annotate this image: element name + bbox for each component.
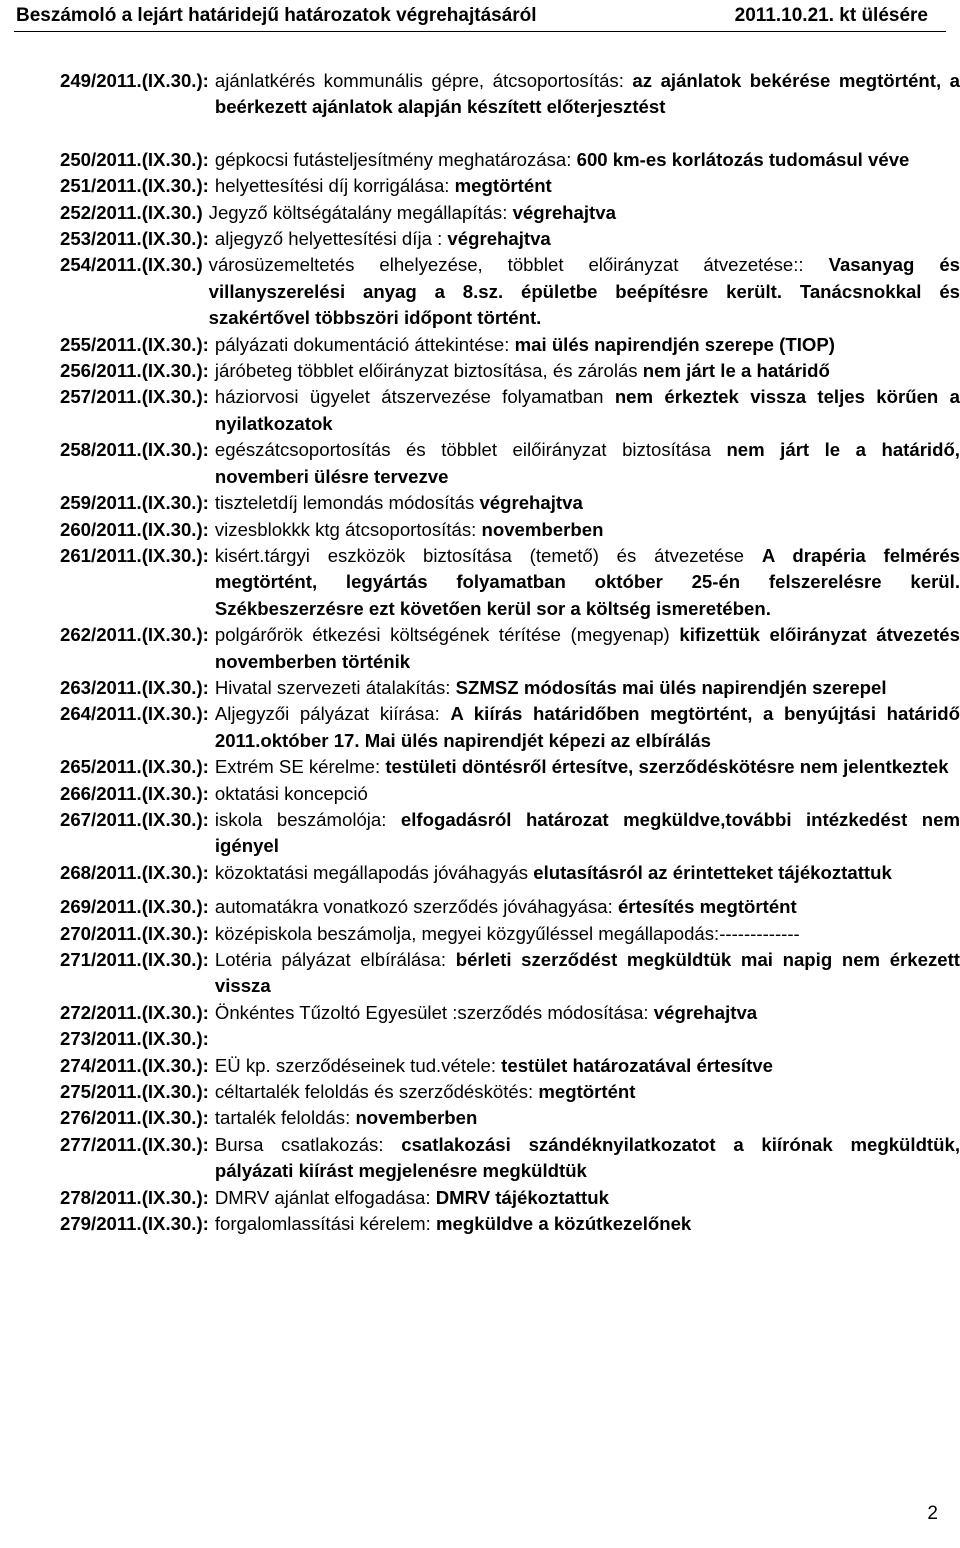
resolution-text [209, 147, 960, 173]
page-number: 2 [927, 1503, 938, 1524]
resolution-entry [60, 543, 960, 622]
resolution-number: 250/2011.(IX.30.): [60, 148, 209, 170]
resolution-description: automatákra vonatkozó szerződés jóváhagyása: [214, 896, 613, 918]
resolution-number: 277/2011.(IX.30.): [60, 1133, 209, 1155]
page-header [16, 4, 944, 28]
resolution-entry [60, 1132, 960, 1185]
resolution-number: 279/2011.(IX.30.): [60, 1213, 209, 1235]
resolution-text [209, 437, 960, 490]
resolution-description: tartalék feloldás: [214, 1107, 351, 1129]
resolution-description: Aljegyzői pályázat kiírása: [214, 703, 440, 725]
resolution-text [209, 384, 960, 437]
resolution-status: A kiírás határidőben megtörtént, a benyújtási határidő 2011.október 17. Mai ülés napirendjét képezi az elbírálás [214, 703, 960, 751]
resolution-entry [60, 675, 960, 701]
resolution-entry [60, 781, 960, 807]
resolution-status: A drapéria felmérés megtörtént, legyártás folyamatban október 25-én felszerelésre kerül. Székbeszerzésre ezt követően kerül sor a költség ismeretében. [214, 544, 960, 619]
resolution-status: testület határozatával értesítve [501, 1054, 773, 1076]
resolution-text [209, 68, 960, 121]
resolution-entry [60, 1026, 960, 1052]
resolution-entry [60, 173, 960, 199]
resolution-number: 258/2011.(IX.30.): [60, 439, 209, 461]
resolution-status: végrehajtva [447, 228, 551, 250]
resolution-status: megtörtént [538, 1081, 636, 1103]
resolution-entry [60, 754, 960, 780]
resolution-description: középiskola beszámolja, megyei közgyűléssel megállapodás:------------- [214, 922, 800, 944]
resolution-status: nem járt le a határidő, novemberi ülésre tervezve [214, 439, 960, 487]
resolution-text [209, 947, 960, 1000]
resolution-description: Lotéria pályázat elbírálása: [214, 949, 447, 970]
resolution-entry [60, 1000, 960, 1026]
resolution-entry [60, 252, 960, 331]
resolution-entry [60, 517, 960, 543]
resolution-status: novemberben [355, 1107, 478, 1129]
resolution-status: SZMSZ módosítás mai ülés napirendjén szerepel [455, 676, 887, 698]
resolution-text [203, 252, 960, 331]
resolution-text [209, 860, 960, 886]
resolution-status: bérleti szerződést megküldtük mai napig nem érkezett vissza [214, 949, 960, 997]
resolution-entry [60, 807, 960, 860]
resolution-text [209, 1079, 960, 1105]
resolution-status: elfogadásról határozat megküldve,további intézkedést nem igényel [214, 808, 960, 857]
resolution-number: 251/2011.(IX.30.): [60, 175, 209, 197]
resolution-description: pályázati dokumentáció áttekintése: [214, 333, 510, 355]
resolution-number: 255/2011.(IX.30.): [60, 333, 209, 355]
resolution-entry [60, 1211, 960, 1237]
resolution-entry [60, 358, 960, 384]
resolution-number: 254/2011.(IX.30.) [60, 254, 203, 276]
resolution-description: Bursa csatlakozás: [214, 1133, 384, 1155]
resolution-status: az ajánlatok bekérése megtörtént, a beérkezett ajánlatok alapján készített előterjesztést [214, 70, 960, 118]
resolution-status: nem járt le a határidő [642, 360, 830, 382]
resolution-status: elutasításról az érintetteket tájékoztattuk [533, 861, 892, 883]
resolution-description: aljegyző helyettesítési díja : [214, 228, 443, 250]
resolution-status: megtörtént [454, 175, 552, 197]
resolution-number: 252/2011.(IX.30.) [60, 201, 203, 223]
resolution-text [209, 807, 960, 860]
resolution-entry [60, 490, 960, 516]
resolution-text [209, 173, 960, 199]
resolution-description: Jegyző költségátalány megállapítás: [208, 201, 508, 223]
resolution-text [209, 921, 960, 947]
resolution-text [209, 622, 960, 675]
resolution-description: Extrém SE kérelme: [214, 756, 381, 778]
resolution-number: 267/2011.(IX.30.): [60, 808, 209, 830]
resolution-entry [60, 437, 960, 490]
resolution-number: 266/2011.(IX.30.): [60, 782, 209, 804]
resolution-description: céltartalék feloldás és szerződéskötés: [214, 1081, 534, 1103]
resolution-text [209, 490, 960, 516]
resolution-number: 264/2011.(IX.30.): [60, 703, 209, 725]
header-rule [14, 31, 946, 32]
resolution-text [209, 754, 960, 780]
resolution-description: tiszteletdíj lemondás módosítás [214, 492, 475, 514]
resolution-description: ajánlatkérés kommunális gépre, átcsoportosítás: [214, 70, 624, 91]
resolution-number: 259/2011.(IX.30.): [60, 492, 209, 514]
resolution-number: 263/2011.(IX.30.): [60, 676, 209, 698]
resolution-description: polgárőrök étkezési költségének térítése (megyenap) [214, 624, 670, 646]
resolution-number: 265/2011.(IX.30.): [60, 756, 209, 778]
resolution-number: 269/2011.(IX.30.): [60, 896, 209, 918]
resolution-entry [60, 384, 960, 437]
resolution-number: 257/2011.(IX.30.): [60, 386, 209, 408]
resolution-status: értesítés megtörtént [617, 896, 797, 918]
resolution-status: nem érkeztek vissza teljes körűen a nyilatkozatok [214, 386, 960, 434]
resolution-description: járóbeteg többlet előirányzat biztosítása, és zárolás [214, 360, 638, 382]
resolution-text [209, 675, 960, 701]
resolution-number: 270/2011.(IX.30.): [60, 922, 209, 944]
resolution-description: iskola beszámolója: [214, 808, 387, 830]
resolution-entry [60, 921, 960, 947]
resolution-description: DMRV ajánlat elfogadása: [214, 1186, 431, 1208]
resolution-text [209, 1132, 960, 1185]
resolution-number: 274/2011.(IX.30.): [60, 1054, 209, 1076]
resolution-number: 253/2011.(IX.30.): [60, 228, 209, 250]
resolution-number: 276/2011.(IX.30.): [60, 1107, 209, 1129]
resolution-entry [60, 1185, 960, 1211]
resolution-status: Vasanyag és villanyszerelési anyag a 8.sz. épületbe beépítésre került. Tanácsnokkal és szakértővel többszöri időpont történt. [208, 254, 960, 329]
resolution-entry [60, 147, 960, 173]
resolution-entry [60, 701, 960, 754]
resolution-entry [60, 332, 960, 358]
resolution-status: kifizettük előirányzat átvezetés novemberben történik [214, 624, 960, 672]
resolution-text [209, 1000, 960, 1026]
resolution-text [203, 200, 960, 226]
resolution-description: háziorvosi ügyelet átszervezése folyamatban [214, 386, 604, 408]
resolution-description: egészátcsoportosítás és többlet eilőirányzat biztosítása [214, 439, 711, 461]
header-date: 2011.10.21. kt ülésére [734, 5, 928, 26]
resolution-status: végrehajtva [512, 201, 616, 223]
resolution-description: kisért.tárgyi eszközök biztosítása (temető) és átvezetése [214, 544, 745, 566]
resolution-text [209, 226, 960, 252]
resolution-entry [60, 860, 960, 886]
resolution-entry [60, 894, 960, 920]
resolution-description: gépkocsi futásteljesítmény meghatározása: [214, 148, 572, 170]
resolution-status: mai ülés napirendjén szerepe (TIOP) [514, 333, 835, 355]
resolution-status: novemberben [481, 518, 604, 540]
resolution-number: 271/2011.(IX.30.): [60, 949, 209, 970]
resolution-number: 261/2011.(IX.30.): [60, 544, 209, 566]
resolution-number: 278/2011.(IX.30.): [60, 1186, 209, 1208]
resolution-status: testületi döntésről értesítve, szerződéskötésre nem jelentkeztek [385, 756, 949, 778]
resolution-description: közoktatási megállapodás jóváhagyás [214, 861, 529, 883]
resolution-status: végrehajtva [653, 1001, 758, 1023]
resolution-entry [60, 1079, 960, 1105]
resolution-entry [60, 68, 960, 121]
header-title: Beszámoló a lejárt határidejű határozatok végrehajtásáról [16, 5, 537, 26]
resolution-text [209, 543, 960, 622]
resolution-text [209, 332, 960, 358]
resolution-text [209, 1211, 960, 1237]
resolution-number: 273/2011.(IX.30.): [60, 1028, 209, 1050]
resolution-text [209, 1105, 960, 1131]
resolution-text [209, 781, 960, 807]
resolution-status: végrehajtva [479, 492, 583, 514]
resolution-description: oktatási koncepció [214, 782, 368, 804]
resolution-description: városüzemeltetés elhelyezése, többlet előirányzat átvezetése:: [208, 254, 804, 276]
resolution-description: helyettesítési díj korrigálása: [214, 175, 450, 197]
resolution-description: forgalomlassítási kérelem: [214, 1213, 431, 1235]
resolution-number: 262/2011.(IX.30.): [60, 624, 209, 646]
resolution-status: DMRV tájékoztattuk [435, 1186, 609, 1208]
resolution-status: csatlakozási szándéknyilatkozatot a kiírónak megküldtük, pályázati kiírást megjelenésre megküldtük [214, 1133, 960, 1182]
resolution-entry [60, 226, 960, 252]
document-body [60, 42, 960, 1237]
resolution-text [209, 1185, 960, 1211]
resolution-text [209, 894, 960, 920]
resolution-number: 272/2011.(IX.30.): [60, 1001, 209, 1023]
resolution-text [209, 517, 960, 543]
resolution-entry [60, 622, 960, 675]
resolution-entry [60, 1105, 960, 1131]
resolution-description: EÜ kp. szerződéseinek tud.vétele: [214, 1054, 496, 1076]
resolution-number: 268/2011.(IX.30.): [60, 861, 209, 883]
resolution-number: 275/2011.(IX.30.): [60, 1081, 209, 1103]
resolution-entry [60, 947, 960, 1000]
resolution-text [209, 1053, 960, 1079]
resolution-number: 260/2011.(IX.30.): [60, 518, 209, 540]
resolution-status: megküldve a közútkezelőnek [436, 1213, 692, 1235]
resolution-number: 256/2011.(IX.30.): [60, 360, 209, 382]
resolution-text [209, 701, 960, 754]
resolution-text [209, 358, 960, 384]
resolution-status: 600 km-es korlátozás tudomásul véve [576, 148, 910, 170]
resolution-entry [60, 200, 960, 226]
resolution-number: 249/2011.(IX.30.): [60, 70, 209, 91]
resolution-entry [60, 1053, 960, 1079]
resolution-description: vizesblokkk ktg átcsoportosítás: [214, 518, 477, 540]
resolution-description: Hivatal szervezeti átalakítás: [214, 676, 451, 698]
resolution-description: Önkéntes Tűzoltó Egyesület :szerződés módosítása: [214, 1001, 649, 1023]
